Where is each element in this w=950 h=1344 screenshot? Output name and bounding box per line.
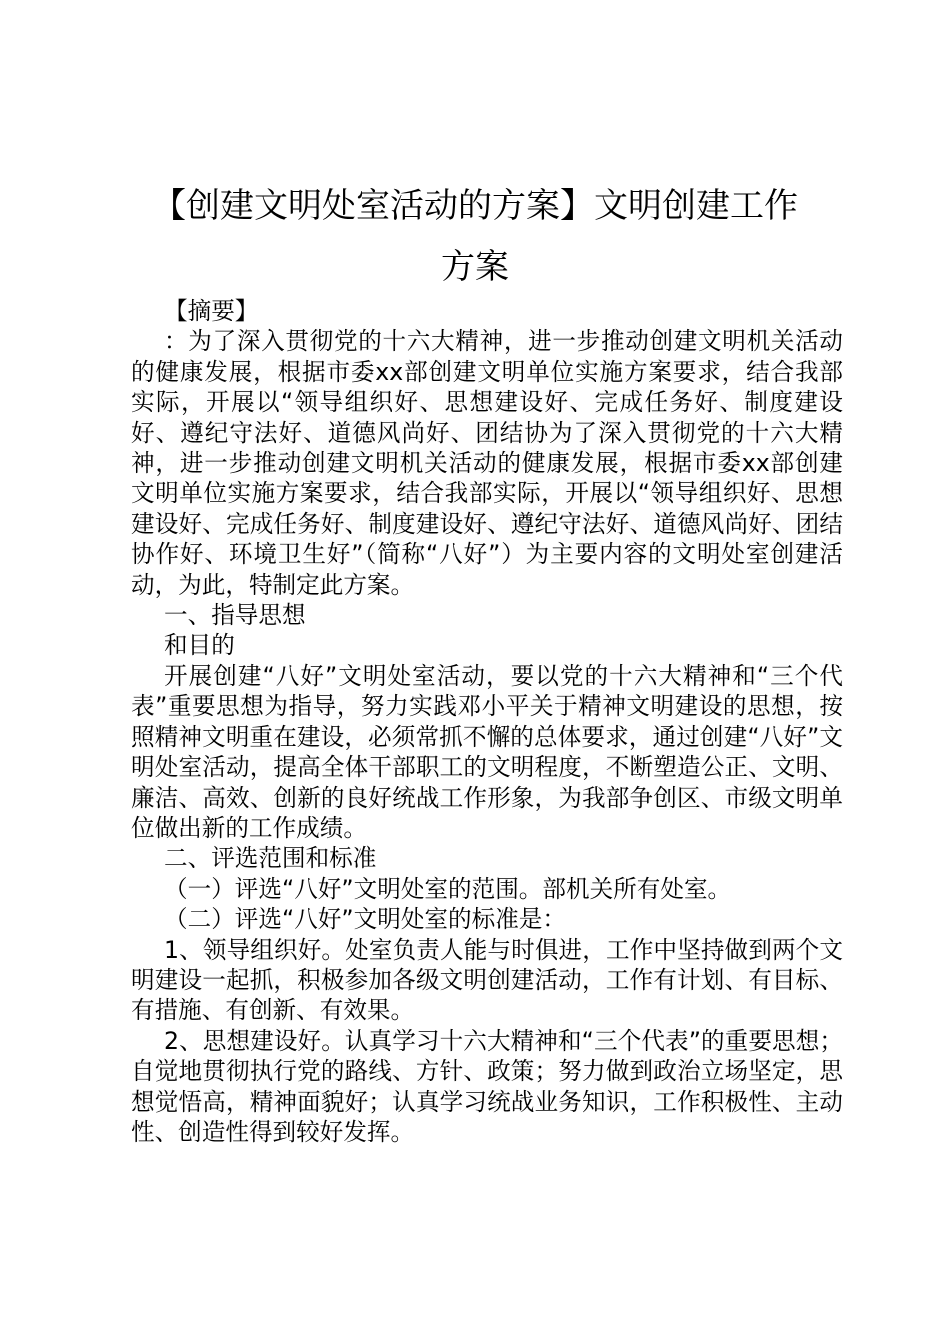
standard-item-2: 2、思想建设好。认真学习十六大精神和“三个代表”的重要思想；自觉地贯彻执行党的路线、方针、政策；努力做到政治立场坚定，思想觉悟高，精神面貌好；认真学习统战业务知识，工作积极性、主动性、创造性得到较好发挥。 xyxy=(131,1026,843,1146)
document-title-line-1: 【创建文明处室活动的方案】文明创建工作 xyxy=(152,186,798,226)
scope-paragraph: （一）评选“八好”文明处室的范围。部机关所有处室。 xyxy=(164,874,732,903)
section-heading-scope-and-standards: 二、评选范围和标准 xyxy=(164,844,377,873)
guiding-ideology-paragraph: 开展创建“八好”文明处室活动，要以党的十六大精神和“三个代表”重要思想为指导，努力实践邓小平关于精神文明建设的思想，按照精神文明重在建设，必须常抓不懈的总体要求，通过创建“八好”文明处室活动，提高全体干部职工的文明程度，不断塑造公正、文明、廉洁、高效、创新的良好统战工作形象，为我部争创区、市级文明单位做出新的工作成绩。 xyxy=(131,661,843,842)
standard-item-1: 1、领导组织好。处室负责人能与时俱进，工作中坚持做到两个文明建设一起抓，积极参加各级文明创建活动，工作有计划、有目标、有措施、有创新、有效果。 xyxy=(131,935,843,1025)
standards-intro-paragraph: （二）评选“八好”文明处室的标准是： xyxy=(164,905,566,934)
section-heading-guiding-ideology: 一、指导思想 xyxy=(164,601,306,630)
document-body xyxy=(131,296,843,1147)
abstract-heading: 【摘要】 xyxy=(164,297,259,325)
document-title-line-2: 方案 xyxy=(441,247,509,287)
abstract-paragraph: ：为了深入贯彻党的十六大精神，进一步推动创建文明机关活动的健康发展，根据市委xx部创建文明单位实施方案要求，结合我部实际，开展以“领导组织好、思想建设好、完成任务好、制度建设好、遵纪守法好、道德风尚好、团结协为了深入贯彻党的十六大精神，进一步推动创建文明机关活动的健康发展，根据市委xx部创建文明单位实施方案要求，结合我部实际，开展以“领导组织好、思想建设好、完成任务好、制度建设好、遵纪守法好、道德风尚好、团结协作好、环境卫生好”（简称“八好”）为主要内容的文明处室创建活动，为此，特制定此方案。 xyxy=(131,327,843,599)
section-heading-and-purpose: 和目的 xyxy=(164,631,235,660)
